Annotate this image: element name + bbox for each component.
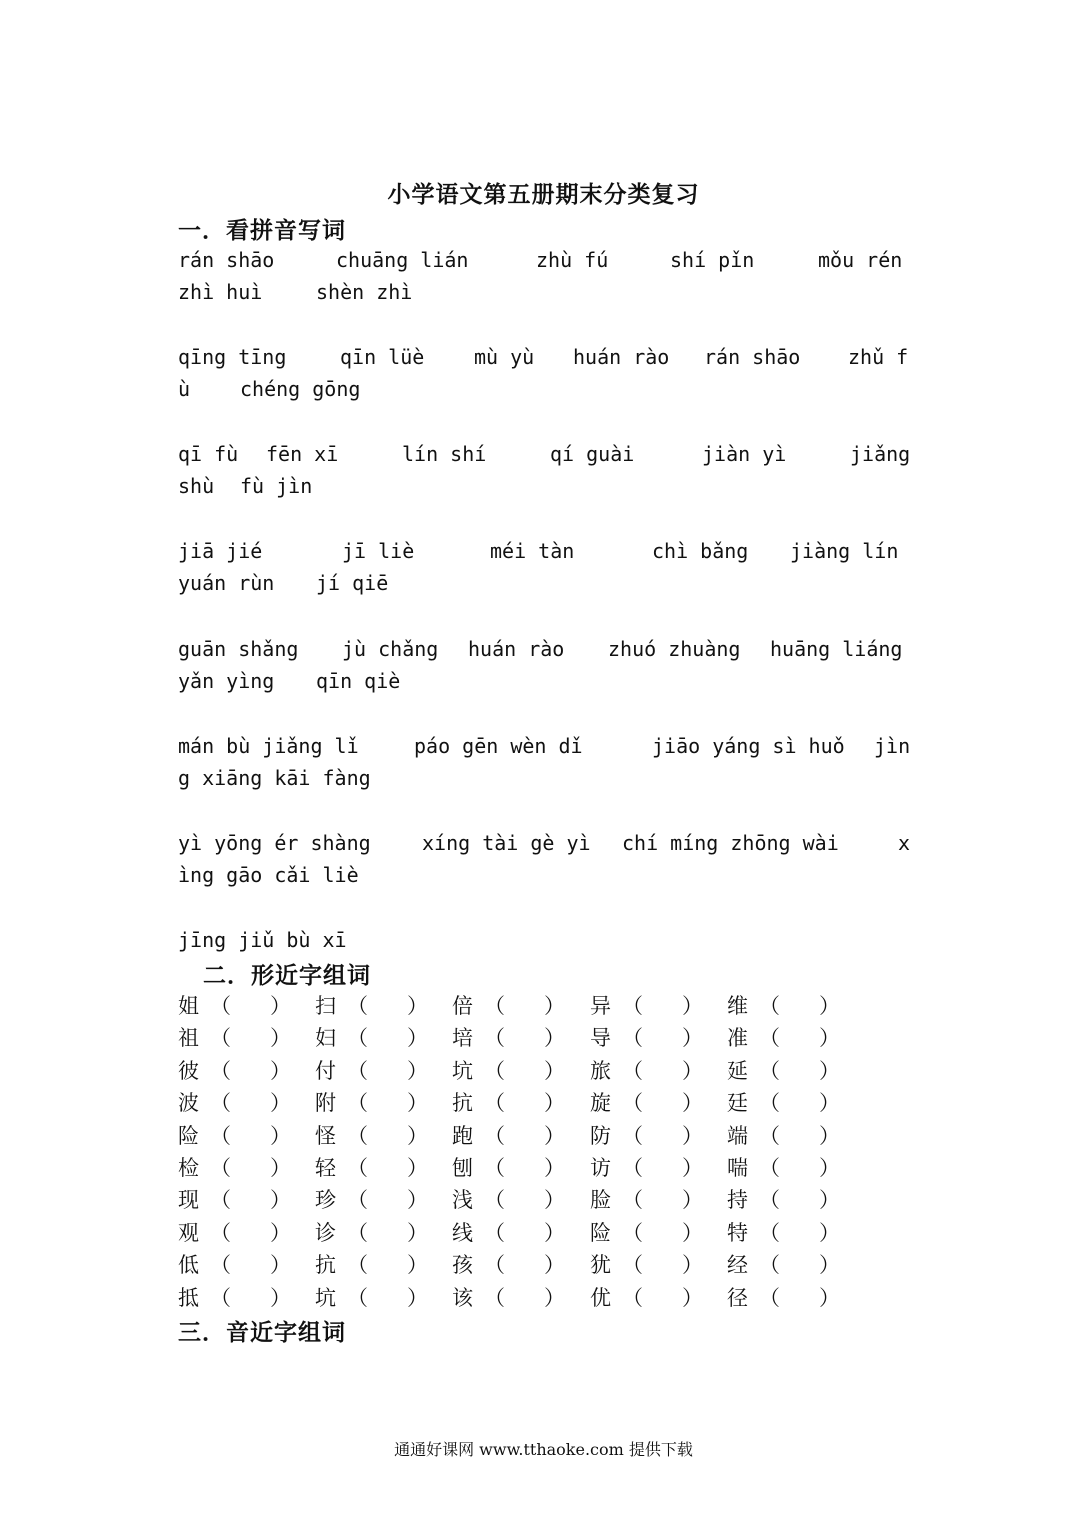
pinyin-word: shù — [178, 474, 215, 498]
pinyin-word: zhuó zhuàng — [608, 637, 741, 661]
paren-open: （ — [210, 1058, 231, 1083]
character-cell — [727, 1280, 864, 1312]
paren-open: （ — [347, 1285, 368, 1310]
character-cell — [315, 1118, 452, 1150]
paren-open: （ — [622, 1155, 643, 1180]
paren-close: ） — [407, 1155, 428, 1180]
pinyin-word: ù — [178, 377, 191, 401]
pinyin-line — [178, 474, 912, 506]
paren-open: （ — [622, 1026, 643, 1051]
paren-close: ） — [544, 1123, 565, 1148]
pinyin-word: qīn qiè — [316, 669, 401, 693]
character: 跑 — [452, 1123, 473, 1148]
paren-close: ） — [270, 1058, 291, 1083]
character: 该 — [452, 1285, 473, 1310]
character-cell — [590, 1118, 727, 1150]
paren-close: ） — [682, 1285, 703, 1310]
character-cell — [315, 1280, 452, 1312]
character: 防 — [590, 1123, 611, 1148]
character-cell — [452, 1053, 589, 1085]
character: 抵 — [178, 1285, 199, 1310]
pinyin-word: jiā jié — [178, 539, 263, 563]
paren-open: （ — [347, 1058, 368, 1083]
character-cell — [178, 1150, 315, 1182]
pinyin-word: huán rào — [468, 637, 565, 661]
character-cell — [315, 1020, 452, 1052]
section3-heading: 三．音近字组词 — [178, 1319, 346, 1346]
character: 珍 — [315, 1188, 336, 1213]
pinyin-word: chí míng zhōng wài — [622, 831, 839, 855]
pinyin-word: huán rào — [573, 345, 670, 369]
paren-close: ） — [682, 1253, 703, 1278]
pinyin-word: jìn — [874, 734, 911, 758]
character-cell — [178, 1085, 315, 1117]
section1-heading: 一．看拼音写词 — [178, 217, 346, 244]
paren-close: ） — [819, 1026, 840, 1051]
character: 优 — [590, 1285, 611, 1310]
paren-open: （ — [622, 1188, 643, 1213]
paren-close: ） — [544, 1220, 565, 1245]
paren-close: ） — [407, 1220, 428, 1245]
character: 径 — [727, 1285, 748, 1310]
character-cell — [315, 1085, 452, 1117]
paren-open: （ — [622, 994, 643, 1018]
pinyin-line — [178, 345, 912, 377]
pinyin-line — [178, 377, 912, 409]
character: 经 — [727, 1253, 748, 1278]
paren-open: （ — [622, 1285, 643, 1310]
character-cell — [452, 1215, 589, 1247]
pinyin-word: yǎn yìng — [178, 669, 275, 693]
paren-close: ） — [819, 994, 840, 1018]
pinyin-line — [178, 280, 912, 312]
paren-close: ） — [682, 1220, 703, 1245]
paren-close: ） — [270, 1155, 291, 1180]
paren-close: ） — [682, 1123, 703, 1148]
character-cell — [727, 1020, 864, 1052]
character-cell — [315, 1150, 452, 1182]
section2-heading: 二．形近字组词 — [203, 962, 371, 989]
character: 检 — [178, 1155, 199, 1180]
paren-open: （ — [210, 1091, 231, 1116]
character-cell — [590, 1182, 727, 1214]
pinyin-line — [178, 442, 912, 474]
pinyin-word: fēn xī — [266, 442, 339, 466]
pinyin-line — [178, 766, 912, 798]
character-cell — [590, 1085, 727, 1117]
character: 险 — [178, 1123, 199, 1148]
character: 犹 — [590, 1253, 611, 1278]
pinyin-word: rán shāo — [704, 345, 801, 369]
grid-row — [178, 1182, 878, 1214]
character: 怪 — [315, 1123, 336, 1148]
character: 旅 — [590, 1058, 611, 1083]
character-cell — [590, 1150, 727, 1182]
paren-open: （ — [210, 1026, 231, 1051]
character-cell — [452, 1247, 589, 1279]
character-cell — [178, 1247, 315, 1279]
pinyin-word: jīng jiǔ bù xī — [178, 928, 347, 952]
paren-close: ） — [819, 1123, 840, 1148]
pinyin-word: chéng gōng — [240, 377, 361, 401]
pinyin-word: mán bù jiǎng lǐ — [178, 734, 359, 758]
paren-close: ） — [544, 1285, 565, 1310]
paren-open: （ — [759, 1285, 780, 1310]
character-cell — [452, 1182, 589, 1214]
paren-close: ） — [682, 1091, 703, 1116]
paren-close: ） — [819, 1253, 840, 1278]
character: 现 — [178, 1188, 199, 1213]
character: 浅 — [452, 1188, 473, 1213]
pinyin-word: mù yù — [474, 345, 535, 369]
character-cell — [178, 1053, 315, 1085]
character-cell — [178, 988, 315, 1020]
paren-open: （ — [210, 1253, 231, 1278]
grid-row — [178, 1053, 878, 1085]
character: 坑 — [315, 1285, 336, 1310]
character-cell — [315, 988, 452, 1020]
character: 抗 — [315, 1253, 336, 1278]
paren-open: （ — [759, 1026, 780, 1051]
pinyin-line — [178, 928, 912, 960]
pinyin-word: jiàn yì — [702, 442, 787, 466]
pinyin-word: shí pǐn — [670, 248, 755, 272]
paren-open: （ — [484, 1285, 505, 1310]
paren-open: （ — [759, 994, 780, 1018]
character: 波 — [178, 1091, 199, 1116]
pinyin-word: lín shí — [402, 442, 487, 466]
pinyin-word: chì bǎng — [652, 539, 749, 563]
pinyin-word: qí guài — [550, 442, 635, 466]
paren-open: （ — [759, 1188, 780, 1213]
paren-open: （ — [759, 1253, 780, 1278]
character: 诊 — [315, 1220, 336, 1245]
character-cell — [315, 1247, 452, 1279]
character: 彼 — [178, 1058, 199, 1083]
character-cell — [452, 1020, 589, 1052]
character: 访 — [590, 1155, 611, 1180]
page-title: 小学语文第五册期末分类复习 — [387, 181, 700, 208]
pinyin-word: yuán rùn — [178, 571, 275, 595]
paren-open: （ — [210, 1188, 231, 1213]
character-cell — [590, 1020, 727, 1052]
pinyin-line — [178, 539, 912, 571]
character: 持 — [727, 1188, 748, 1213]
character-cell — [727, 1053, 864, 1085]
grid-row — [178, 1118, 878, 1150]
paren-close: ） — [407, 1285, 428, 1310]
character-cell — [315, 1053, 452, 1085]
paren-close: ） — [819, 1188, 840, 1213]
paren-open: （ — [347, 1220, 368, 1245]
grid-row — [178, 1020, 878, 1052]
pinyin-word: zhǔ f — [848, 345, 909, 369]
paren-close: ） — [819, 1058, 840, 1083]
paren-open: （ — [347, 1155, 368, 1180]
character-cell — [727, 1118, 864, 1150]
paren-open: （ — [484, 1253, 505, 1278]
paren-close: ） — [544, 1091, 565, 1116]
character: 轻 — [315, 1155, 336, 1180]
character: 廷 — [727, 1091, 748, 1116]
character: 孩 — [452, 1253, 473, 1278]
paren-close: ） — [682, 1188, 703, 1213]
character-cell — [590, 1247, 727, 1279]
pinyin-word: shèn zhì — [316, 280, 413, 304]
character: 准 — [727, 1026, 748, 1051]
pinyin-word: jī liè — [342, 539, 415, 563]
pinyin-word: páo gēn wèn dǐ — [414, 734, 583, 758]
character: 扫 — [315, 994, 336, 1018]
grid-row — [178, 1215, 878, 1247]
character: 旋 — [590, 1091, 611, 1116]
pinyin-line — [178, 831, 912, 863]
character-cell — [727, 1247, 864, 1279]
paren-close: ） — [819, 1285, 840, 1310]
paren-open: （ — [484, 994, 505, 1018]
character-cell — [178, 1280, 315, 1312]
character-cell — [315, 1215, 452, 1247]
character: 维 — [727, 994, 748, 1018]
paren-open: （ — [347, 994, 368, 1018]
paren-open: （ — [622, 1058, 643, 1083]
paren-close: ） — [682, 1058, 703, 1083]
pinyin-word: xíng tài gè yì — [422, 831, 591, 855]
paren-close: ） — [544, 1253, 565, 1278]
character-cell — [452, 1085, 589, 1117]
character-cell — [727, 988, 864, 1020]
paren-open: （ — [210, 1123, 231, 1148]
paren-close: ） — [270, 1123, 291, 1148]
paren-close: ） — [407, 994, 428, 1018]
paren-close: ） — [819, 1220, 840, 1245]
pinyin-word: qīn lüè — [340, 345, 425, 369]
character-cell — [452, 1280, 589, 1312]
character: 刨 — [452, 1155, 473, 1180]
character: 脸 — [590, 1188, 611, 1213]
grid-row — [178, 1247, 878, 1279]
pinyin-word: mǒu rén — [818, 248, 903, 272]
paren-open: （ — [484, 1220, 505, 1245]
paren-close: ） — [682, 1155, 703, 1180]
pinyin-word: guān shǎng — [178, 637, 299, 661]
paren-close: ） — [819, 1091, 840, 1116]
pinyin-word: jù chǎng — [342, 637, 439, 661]
pinyin-line — [178, 571, 912, 603]
pinyin-word: jí qiē — [316, 571, 389, 595]
paren-close: ） — [270, 994, 291, 1018]
character: 低 — [178, 1253, 199, 1278]
paren-close: ） — [819, 1155, 840, 1180]
pinyin-word: jiāo yáng sì huǒ — [652, 734, 845, 758]
pinyin-line — [178, 863, 912, 895]
paren-close: ） — [270, 1285, 291, 1310]
paren-open: （ — [347, 1026, 368, 1051]
character: 坑 — [452, 1058, 473, 1083]
character-cell — [452, 1150, 589, 1182]
paren-close: ） — [544, 1026, 565, 1051]
paren-close: ） — [270, 1188, 291, 1213]
paren-open: （ — [210, 1155, 231, 1180]
pinyin-word: yì yōng ér shàng — [178, 831, 371, 855]
paren-open: （ — [484, 1091, 505, 1116]
paren-open: （ — [622, 1220, 643, 1245]
character-cell — [590, 1053, 727, 1085]
character: 妇 — [315, 1026, 336, 1051]
paren-close: ） — [407, 1091, 428, 1116]
character: 付 — [315, 1058, 336, 1083]
character-cell — [727, 1085, 864, 1117]
character: 异 — [590, 994, 611, 1018]
page-footer: 通通好课网 www.tthaoke.com 提供下载 — [394, 1440, 693, 1459]
pinyin-word: huāng liáng — [770, 637, 903, 661]
paren-close: ） — [270, 1253, 291, 1278]
paren-open: （ — [347, 1123, 368, 1148]
character: 特 — [727, 1220, 748, 1245]
paren-open: （ — [347, 1091, 368, 1116]
paren-close: ） — [407, 1026, 428, 1051]
character-cell — [178, 1020, 315, 1052]
paren-open: （ — [622, 1253, 643, 1278]
paren-open: （ — [759, 1091, 780, 1116]
character-cell — [178, 1118, 315, 1150]
grid-row — [178, 1150, 878, 1182]
character: 端 — [727, 1123, 748, 1148]
character-cell — [452, 1118, 589, 1150]
paren-close: ） — [544, 1058, 565, 1083]
paren-open: （ — [210, 1285, 231, 1310]
pinyin-word: chuāng lián — [336, 248, 469, 272]
pinyin-word: méi tàn — [490, 539, 575, 563]
paren-open: （ — [759, 1058, 780, 1083]
paren-open: （ — [622, 1123, 643, 1148]
pinyin-word: rán shāo — [178, 248, 275, 272]
paren-close: ） — [682, 994, 703, 1018]
character-cell — [178, 1215, 315, 1247]
paren-close: ） — [407, 1253, 428, 1278]
paren-open: （ — [484, 1026, 505, 1051]
character: 培 — [452, 1026, 473, 1051]
pinyin-word: zhù fú — [536, 248, 609, 272]
character: 喘 — [727, 1155, 748, 1180]
pinyin-word: fù jìn — [240, 474, 313, 498]
paren-open: （ — [210, 994, 231, 1018]
pinyin-line — [178, 637, 912, 669]
pinyin-word: x — [898, 831, 911, 855]
paren-close: ） — [682, 1026, 703, 1051]
paren-close: ） — [544, 1155, 565, 1180]
character: 延 — [727, 1058, 748, 1083]
character-cell — [590, 1215, 727, 1247]
paren-close: ） — [544, 1188, 565, 1213]
character-cell — [727, 1215, 864, 1247]
character-cell — [315, 1182, 452, 1214]
character: 抗 — [452, 1091, 473, 1116]
paren-close: ） — [270, 1091, 291, 1116]
character-cell — [727, 1182, 864, 1214]
character: 险 — [590, 1220, 611, 1245]
pinyin-word: qīng tīng — [178, 345, 287, 369]
character: 倍 — [452, 994, 473, 1018]
paren-open: （ — [484, 1188, 505, 1213]
paren-open: （ — [484, 1123, 505, 1148]
paren-open: （ — [347, 1188, 368, 1213]
grid-row — [178, 1085, 878, 1117]
paren-close: ） — [270, 1220, 291, 1245]
grid-row — [178, 988, 878, 1020]
paren-close: ） — [407, 1188, 428, 1213]
character: 线 — [452, 1220, 473, 1245]
pinyin-word: qī fù — [178, 442, 239, 466]
pinyin-word: zhì huì — [178, 280, 263, 304]
pinyin-word: g xiāng kāi fàng — [178, 766, 371, 790]
character: 姐 — [178, 994, 199, 1018]
character-cell — [452, 988, 589, 1020]
pinyin-word: jiàng lín — [790, 539, 899, 563]
character-cell — [590, 988, 727, 1020]
paren-open: （ — [622, 1091, 643, 1116]
grid-row — [178, 1280, 878, 1312]
paren-close: ） — [407, 1058, 428, 1083]
character-cell — [590, 1280, 727, 1312]
paren-open: （ — [759, 1155, 780, 1180]
character-cell — [178, 1182, 315, 1214]
pinyin-word: ìng gāo cǎi liè — [178, 863, 359, 887]
pinyin-line — [178, 734, 912, 766]
character: 附 — [315, 1091, 336, 1116]
pinyin-line — [178, 248, 912, 280]
paren-open: （ — [484, 1155, 505, 1180]
paren-open: （ — [759, 1220, 780, 1245]
paren-open: （ — [484, 1058, 505, 1083]
paren-open: （ — [210, 1220, 231, 1245]
pinyin-line — [178, 669, 912, 701]
character-cell — [727, 1150, 864, 1182]
paren-open: （ — [759, 1123, 780, 1148]
character: 祖 — [178, 1026, 199, 1051]
paren-close: ） — [270, 1026, 291, 1051]
pinyin-word: jiǎng — [850, 442, 911, 466]
paren-close: ） — [544, 994, 565, 1018]
paren-close: ） — [407, 1123, 428, 1148]
similar-characters-grid — [178, 988, 878, 1312]
character: 导 — [590, 1026, 611, 1051]
paren-open: （ — [347, 1253, 368, 1278]
character: 观 — [178, 1220, 199, 1245]
